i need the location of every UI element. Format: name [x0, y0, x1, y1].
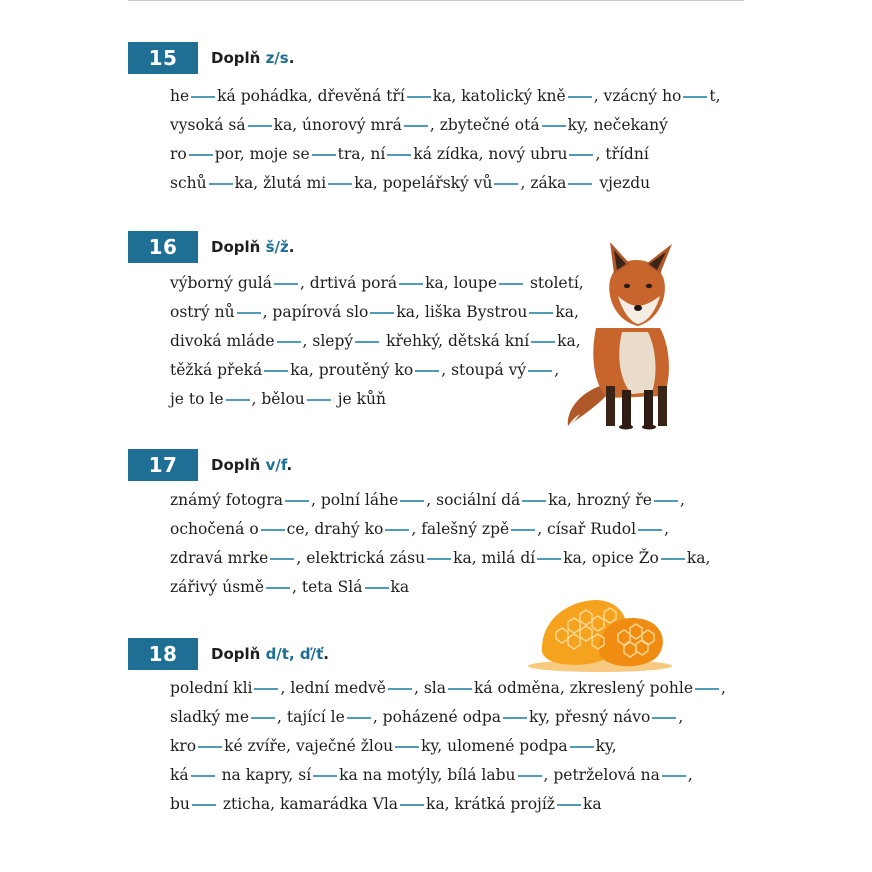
- line-text-segment: ká odměna, zkreslený pohle: [474, 679, 694, 697]
- top-rule: [128, 0, 744, 1]
- line-text-segment: ostrý nů: [170, 303, 235, 321]
- fill-in-blank[interactable]: [511, 529, 535, 531]
- line-text-segment: divoká mláde: [170, 332, 275, 350]
- line-text-segment: ka, loupe: [425, 274, 498, 292]
- line-text-segment: ky, ulomené podpa: [421, 737, 568, 755]
- fill-in-blank[interactable]: [522, 500, 546, 502]
- line-text-segment: , poházené odpa: [372, 708, 501, 726]
- fill-in-blank[interactable]: [191, 96, 215, 98]
- line-text-segment: , falešný zpě: [411, 520, 510, 538]
- exercise-15: [128, 42, 721, 192]
- line-text-segment: ka, katolický kně: [432, 87, 566, 105]
- line-text-segment: , vzácný ho: [593, 87, 682, 105]
- line-text-segment: , stoupá vý: [441, 361, 527, 379]
- fill-in-blank[interactable]: [683, 96, 707, 98]
- line-text-segment: , elektrická zásu: [296, 549, 426, 567]
- fill-in-blank[interactable]: [266, 587, 290, 589]
- exercise-line: [170, 544, 710, 573]
- fill-in-blank[interactable]: [542, 125, 566, 127]
- exercise-line: [170, 111, 668, 140]
- fill-in-blank[interactable]: [654, 500, 678, 502]
- fill-in-blank[interactable]: [254, 688, 278, 690]
- line-text-segment: je kůň: [332, 390, 386, 408]
- line-text-segment: bu: [170, 795, 190, 813]
- line-text-segment: ka, proutěný ko: [290, 361, 414, 379]
- line-text-segment: ka, krátká projíž: [426, 795, 555, 813]
- instruction-letters: v/f: [265, 456, 287, 474]
- line-text-segment: ka: [582, 795, 602, 813]
- line-text-segment: , slepý: [302, 332, 354, 350]
- fill-in-blank[interactable]: [277, 341, 301, 343]
- line-text-segment: sladký me: [170, 708, 250, 726]
- instruction-suffix: .: [288, 49, 295, 67]
- fill-in-blank[interactable]: [427, 558, 451, 560]
- line-text-segment: , sla: [413, 679, 446, 697]
- fill-in-blank[interactable]: [274, 283, 298, 285]
- line-text-segment: , záka: [520, 174, 567, 192]
- line-text-segment: století,: [525, 274, 584, 292]
- exercise-line: [170, 356, 559, 385]
- exercise-header: [128, 638, 329, 670]
- exercise-number: 18: [128, 638, 198, 670]
- fill-in-blank[interactable]: [503, 717, 527, 719]
- line-text-segment: vjezdu: [594, 174, 651, 192]
- exercise-18: [128, 638, 726, 813]
- line-text-segment: ka na motýly, bílá labu: [339, 766, 516, 784]
- instruction-letters: š/ž: [265, 238, 289, 256]
- fill-in-blank[interactable]: [415, 370, 439, 372]
- line-text-segment: ,: [678, 708, 684, 726]
- instruction-suffix: .: [286, 456, 293, 474]
- fill-in-blank[interactable]: [695, 688, 719, 690]
- exercise-line: [170, 140, 649, 169]
- exercise-number: 15: [128, 42, 198, 74]
- line-text-segment: , císař Rudol: [537, 520, 637, 538]
- instruction-letters: z/s: [265, 49, 289, 67]
- exercise-header: [128, 42, 294, 74]
- line-text-segment: ,: [679, 491, 685, 509]
- fox-image: [560, 236, 704, 430]
- line-text-segment: zdravá mrke: [170, 549, 269, 567]
- line-text-segment: ka: [390, 578, 410, 596]
- line-text-segment: ky, nečekaný: [567, 116, 668, 134]
- fill-in-blank[interactable]: [494, 183, 518, 185]
- exercise-line: [170, 269, 584, 298]
- line-text-segment: ky,: [595, 737, 617, 755]
- fill-in-blank[interactable]: [404, 125, 428, 127]
- line-text-segment: ka,: [557, 332, 581, 350]
- line-text-segment: , bělou: [251, 390, 305, 408]
- exercise-line: [170, 169, 650, 198]
- fill-in-blank[interactable]: [313, 775, 337, 777]
- line-text-segment: schů: [170, 174, 207, 192]
- exercise-number: 16: [128, 231, 198, 263]
- fill-in-blank[interactable]: [264, 370, 288, 372]
- line-text-segment: ka,: [686, 549, 711, 567]
- line-text-segment: ké zvíře, vaječné žlou: [224, 737, 394, 755]
- line-text-segment: zářivý úsmě: [170, 578, 265, 596]
- line-text-segment: ka,: [555, 303, 579, 321]
- line-text-segment: ká pohádka, dřevěná tří: [217, 87, 405, 105]
- line-text-segment: je to le: [170, 390, 224, 408]
- line-text-segment: ká zídka, nový ubru: [413, 145, 568, 163]
- line-text-segment: ro: [170, 145, 187, 163]
- fill-in-blank[interactable]: [192, 804, 216, 806]
- instruction-verb: Doplň: [211, 456, 261, 474]
- line-text-segment: tra, ní: [337, 145, 386, 163]
- fill-in-blank[interactable]: [569, 154, 593, 156]
- fill-in-blank[interactable]: [312, 154, 336, 156]
- line-text-segment: , papírová slo: [262, 303, 369, 321]
- fill-in-blank[interactable]: [388, 688, 412, 690]
- line-text-segment: , petrželová na: [543, 766, 660, 784]
- line-text-segment: ce, drahý ko: [286, 520, 384, 538]
- fill-in-blank[interactable]: [528, 370, 552, 372]
- fill-in-blank[interactable]: [448, 688, 472, 690]
- fill-in-blank[interactable]: [209, 183, 233, 185]
- exercise-instruction: [211, 456, 292, 474]
- line-text-segment: těžká překá: [170, 361, 263, 379]
- line-text-segment: ky, přesný návo: [529, 708, 651, 726]
- exercise-16: [128, 231, 584, 408]
- line-text-segment: ka, hrozný ře: [548, 491, 652, 509]
- line-text-segment: he: [170, 87, 190, 105]
- fill-in-blank[interactable]: [370, 312, 394, 314]
- fill-in-blank[interactable]: [237, 312, 261, 314]
- line-text-segment: ,: [721, 679, 726, 697]
- honeycomb-image: [522, 592, 674, 674]
- line-text-segment: , sociální dá: [426, 491, 521, 509]
- exercise-instruction: [211, 645, 329, 663]
- fill-in-blank[interactable]: [568, 183, 592, 185]
- fill-in-blank[interactable]: [261, 529, 285, 531]
- line-text-segment: , polní láhe: [310, 491, 399, 509]
- line-text-segment: ka, opice Žo: [563, 549, 659, 567]
- line-text-segment: vysoká sá: [170, 116, 246, 134]
- exercise-number: 17: [128, 449, 198, 481]
- exercise-line: [170, 298, 579, 327]
- fill-in-blank[interactable]: [191, 775, 215, 777]
- line-text-segment: ká: [170, 766, 189, 784]
- fill-in-blank[interactable]: [347, 717, 371, 719]
- fill-in-blank[interactable]: [400, 804, 424, 806]
- exercise-line: [170, 790, 602, 819]
- line-text-segment: ,: [687, 766, 693, 784]
- line-text-segment: ,: [554, 361, 560, 379]
- fill-in-blank[interactable]: [652, 717, 676, 719]
- fill-in-blank[interactable]: [570, 746, 594, 748]
- line-text-segment: zticha, kamarádka Vla: [217, 795, 399, 813]
- line-text-segment: ka, únorový mrá: [273, 116, 402, 134]
- line-text-segment: , třídní: [595, 145, 649, 163]
- fill-in-blank[interactable]: [399, 283, 423, 285]
- fill-in-blank[interactable]: [529, 312, 553, 314]
- exercise-line: [170, 327, 581, 356]
- exercise-line: [170, 486, 685, 515]
- exercise-header: [128, 449, 292, 481]
- fill-in-blank[interactable]: [499, 283, 523, 285]
- fill-in-blank[interactable]: [189, 154, 213, 156]
- line-text-segment: výborný gulá: [170, 274, 272, 292]
- exercise-line: [170, 573, 409, 602]
- line-text-segment: , zbytečné otá: [429, 116, 540, 134]
- line-text-segment: , tající le: [277, 708, 345, 726]
- line-text-segment: kro: [170, 737, 197, 755]
- fill-in-blank[interactable]: [568, 96, 592, 98]
- fill-in-blank[interactable]: [518, 775, 542, 777]
- fill-in-blank[interactable]: [407, 96, 431, 98]
- line-text-segment: polední kli: [170, 679, 253, 697]
- fill-in-blank[interactable]: [226, 399, 250, 401]
- exercise-line: [170, 761, 693, 790]
- instruction-verb: Doplň: [211, 238, 261, 256]
- fill-in-blank[interactable]: [395, 746, 419, 748]
- line-text-segment: známý fotogra: [170, 491, 283, 509]
- line-text-segment: ka, liška Bystrou: [396, 303, 528, 321]
- fill-in-blank[interactable]: [365, 587, 389, 589]
- fill-in-blank[interactable]: [385, 529, 409, 531]
- instruction-verb: Doplň: [211, 49, 261, 67]
- instruction-suffix: .: [323, 645, 329, 663]
- line-text-segment: ,: [664, 520, 670, 538]
- fill-in-blank[interactable]: [400, 500, 424, 502]
- fill-in-blank[interactable]: [198, 746, 222, 748]
- fill-in-blank[interactable]: [662, 775, 686, 777]
- exercise-instruction: [211, 238, 294, 256]
- fill-in-blank[interactable]: [285, 500, 309, 502]
- exercise-line: [170, 732, 617, 761]
- fill-in-blank[interactable]: [251, 717, 275, 719]
- exercise-instruction: [211, 49, 294, 67]
- exercise-header: [128, 231, 294, 263]
- exercise-line: [170, 82, 721, 111]
- exercise-17: [128, 449, 711, 596]
- exercise-line: [170, 515, 669, 544]
- fill-in-blank[interactable]: [537, 558, 561, 560]
- instruction-letters: d/t, ď/ť: [265, 645, 324, 663]
- line-text-segment: ka, milá dí: [453, 549, 536, 567]
- fill-in-blank[interactable]: [248, 125, 272, 127]
- fill-in-blank[interactable]: [387, 154, 411, 156]
- line-text-segment: ochočená o: [170, 520, 259, 538]
- line-text-segment: por, moje se: [214, 145, 310, 163]
- exercise-line: [170, 674, 726, 703]
- line-text-segment: , drtivá porá: [299, 274, 398, 292]
- fill-in-blank[interactable]: [355, 341, 379, 343]
- instruction-suffix: .: [288, 238, 295, 256]
- exercise-line: [170, 385, 386, 414]
- fill-in-blank[interactable]: [638, 529, 662, 531]
- fill-in-blank[interactable]: [661, 558, 685, 560]
- line-text-segment: ka, žlutá mi: [234, 174, 327, 192]
- line-text-segment: t,: [709, 87, 721, 105]
- line-text-segment: na kapry, sí: [216, 766, 312, 784]
- fill-in-blank[interactable]: [531, 341, 555, 343]
- fill-in-blank[interactable]: [328, 183, 352, 185]
- fill-in-blank[interactable]: [307, 399, 331, 401]
- fill-in-blank[interactable]: [270, 558, 294, 560]
- exercise-line: [170, 703, 683, 732]
- line-text-segment: ka, popelářský vů: [354, 174, 493, 192]
- line-text-segment: , teta Slá: [292, 578, 363, 596]
- line-text-segment: , lední medvě: [280, 679, 386, 697]
- line-text-segment: křehký, dětská kní: [381, 332, 530, 350]
- instruction-verb: Doplň: [211, 645, 261, 663]
- fill-in-blank[interactable]: [557, 804, 581, 806]
